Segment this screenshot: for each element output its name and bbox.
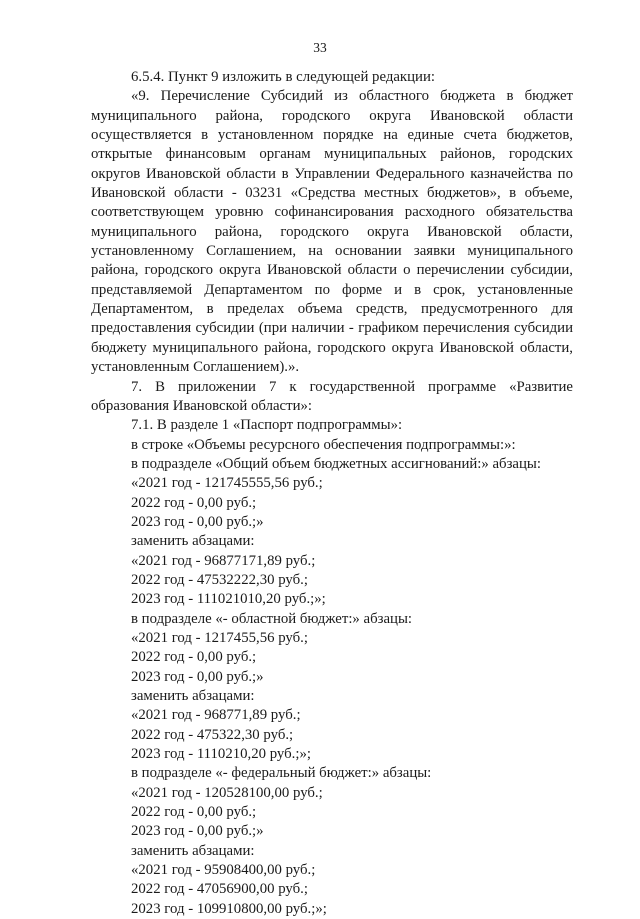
paragraph: 7. В приложении 7 к государственной программе «Развитие образования Ивановской области»: (91, 378, 573, 414)
text-line: заменить абзацами: (131, 533, 255, 550)
text-line: заменить абзацами: (131, 842, 255, 859)
text-line: «2021 год - 95908400,00 руб.; (131, 862, 316, 879)
text-line: 7.1. В разделе 1 «Паспорт подпрограммы»: (131, 417, 403, 434)
text-line: 2023 год - 1110210,20 руб.;»; (131, 746, 311, 763)
text-line: «2021 год - 121745555,56 руб.; (131, 475, 323, 492)
text-line: 2023 год - 0,00 руб.;» (131, 513, 264, 530)
text-line: «2021 год - 96877171,89 руб.; (131, 552, 316, 569)
text-line: 2022 год - 47532222,30 руб.; (131, 571, 308, 588)
text-line: 2023 год - 111021010,20 руб.;»; (131, 591, 326, 608)
text-line: «2021 год - 120528100,00 руб.; (131, 784, 323, 801)
text-line: 2023 год - 0,00 руб.;» (131, 668, 264, 685)
text-line: 2023 год - 109910800,00 руб.;»; (131, 900, 327, 917)
text-line: «2021 год - 968771,89 руб.; (131, 707, 301, 724)
paragraph: «9. Перечисление Субсидий из областного бюджета в бюджет муниципального района, городского округа Ивановской области осуществляется в установленном порядке на единые счета бюджетов, открытые финансовым органам муниципальных районов, городских округов Ивановской области в Управлении Федерального казначейства по Ивановской области - 03231 «Средства местных бюджетов», в объеме, соответствующем уровню софинансирования расходного обязательства муниципального района, городского округа Ивановской области, установленному Соглашением, на основании заявки муниципального района, городского округа Ивановской области о перечислении субсидии, представляемой Департаментом по форме и в срок, установленные Департаментом, в пределах объема средств, предусмотренного для предоставления субсидии (при наличии - графиком перечисления субсидии бюджету муниципального района, городского округа Ивановской области, установленным Соглашением).». (91, 88, 573, 376)
text-line: 2022 год - 0,00 руб.; (131, 804, 257, 821)
text-line: в строке «Объемы ресурсного обеспечения подпрограммы:»: (131, 436, 516, 453)
text-line: 2022 год - 0,00 руб.; (131, 494, 257, 511)
text-line: 2022 год - 47056900,00 руб.; (131, 881, 308, 898)
page-number: 33 (313, 40, 327, 55)
text-line: 2023 год - 0,00 руб.;» (131, 823, 264, 840)
paragraph: 6.5.4. Пункт 9 изложить в следующей редакции: (131, 69, 435, 85)
text-line: «2021 год - 1217455,56 руб.; (131, 629, 308, 646)
text-line: в подразделе «- федеральный бюджет:» абзацы: (131, 765, 432, 782)
text-line: 2022 год - 475322,30 руб.; (131, 726, 294, 743)
text-line: в подразделе «- областной бюджет:» абзацы: (131, 610, 413, 627)
document-body (91, 68, 573, 919)
text-line: в подразделе «Общий объем бюджетных ассигнований:» абзацы: (131, 455, 541, 472)
text-line: 2022 год - 0,00 руб.; (131, 649, 257, 666)
text-line: заменить абзацами: (131, 688, 255, 704)
